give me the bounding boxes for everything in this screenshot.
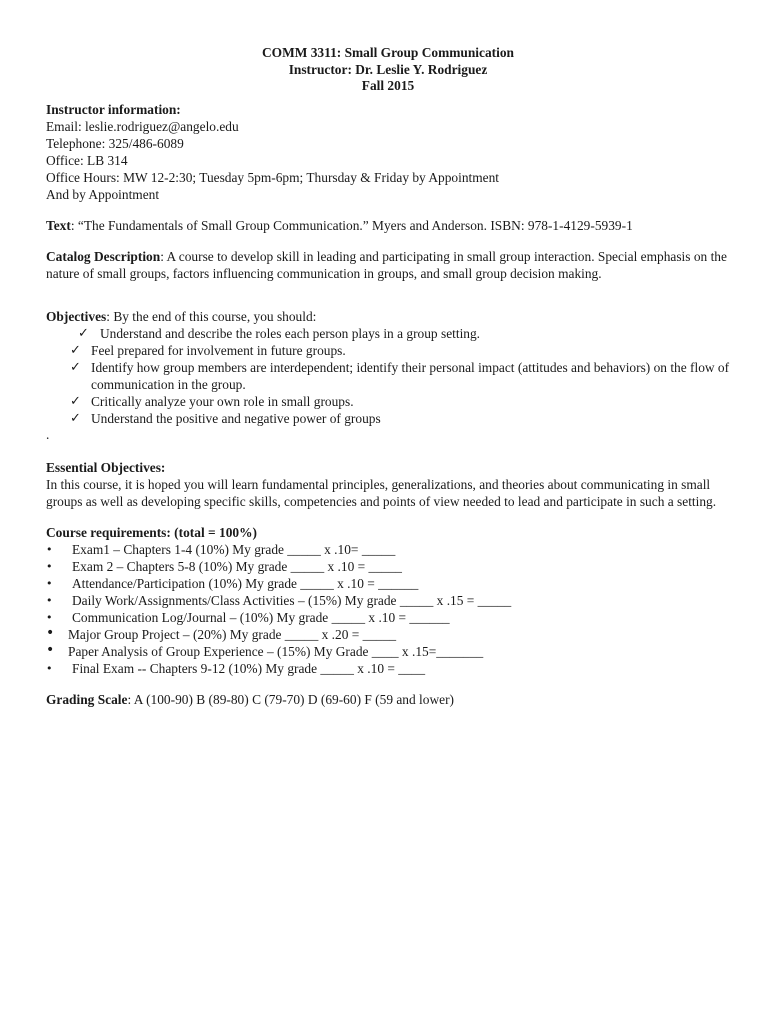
- checkmark-icon: ✓: [70, 359, 81, 375]
- checkmark-icon: ✓: [70, 342, 81, 358]
- bullet-icon: •: [46, 542, 53, 556]
- instructor-email: Email: leslie.rodriguez@angelo.edu: [46, 118, 239, 134]
- requirement-text: Communication Log/Journal – (10%) My grade _____ x .10 = ______: [72, 609, 450, 625]
- requirement-item: [46, 575, 730, 592]
- requirement-item: [46, 609, 730, 626]
- objectives-intro: : By the end of this course, you should:: [106, 308, 317, 324]
- bullet-icon: •: [46, 610, 53, 624]
- essential-objectives-title: Essential Objectives:: [46, 459, 166, 475]
- requirement-text: Daily Work/Assignments/Class Activities – (15%) My grade _____ x .15 = _____: [72, 592, 512, 608]
- text-section: [46, 217, 730, 234]
- bullet-icon: •: [46, 661, 53, 675]
- grading-scale-label: Grading Scale: [46, 691, 128, 707]
- requirement-text: Major Group Project – (20%) My grade _____ x .20 = _____: [68, 626, 397, 642]
- essential-objectives-section: [46, 459, 730, 510]
- text-label: Text: [46, 217, 71, 233]
- syllabus-page: [46, 45, 730, 708]
- stray-period: .: [46, 426, 50, 442]
- course-requirements-section: [46, 524, 730, 677]
- course-title: COMM 3311: Small Group Communication: [262, 45, 514, 60]
- checkmark-icon: ✓: [78, 325, 89, 341]
- course-requirements-title: Course requirements: (total = 100%): [46, 524, 257, 540]
- instructor-office: Office: LB 314: [46, 152, 128, 168]
- requirement-item: [46, 592, 730, 609]
- instructor-telephone: Telephone: 325/486-6089: [46, 135, 184, 151]
- requirement-text: Exam 2 – Chapters 5-8 (10%) My grade _____ x .10 = _____: [72, 558, 402, 574]
- objective-text: Feel prepared for involvement in future groups.: [91, 342, 346, 358]
- objective-text: Critically analyze your own role in small groups.: [91, 393, 354, 409]
- bullet-icon: •: [46, 624, 55, 641]
- instructor-name: Instructor: Dr. Leslie Y. Rodriguez: [288, 61, 488, 77]
- catalog-value: : A course to develop skill in leading and participating in small group interaction. Special emphasis on the nature of small groups, factors influencing communication in groups, and small group decision making.: [46, 248, 727, 281]
- bullet-icon: •: [46, 576, 53, 590]
- essential-objectives-body: In this course, it is hoped you will learn fundamental principles, generalizations, and theories about communicating in small groups as well as developing specific skills, competencies and points of view needed to lead and participate in such a setting.: [46, 476, 717, 509]
- objective-item: [46, 342, 730, 359]
- grading-scale-value: : A (100-90) B (89-80) C (79-70) D (69-60) F (59 and lower): [127, 691, 454, 707]
- document-header: [46, 45, 730, 95]
- objectives-intro-line: [46, 308, 730, 325]
- instructor-appointment: And by Appointment: [46, 186, 160, 202]
- objective-text: Understand the positive and negative power of groups: [91, 410, 381, 426]
- instructor-office-hours: Office Hours: MW 12-2:30; Tuesday 5pm-6pm; Thursday & Friday by Appointment: [46, 169, 500, 185]
- grading-scale-section: [46, 691, 730, 708]
- checkmark-icon: ✓: [70, 393, 81, 409]
- requirement-item: [46, 626, 730, 643]
- term: Fall 2015: [361, 78, 415, 93]
- objectives-section: [46, 308, 730, 441]
- objective-item: [46, 393, 730, 410]
- objective-item: [46, 359, 730, 393]
- catalog-label: Catalog Description: [46, 248, 161, 264]
- checkmark-icon: ✓: [70, 410, 81, 426]
- requirement-item: [46, 660, 730, 677]
- objectives-label: Objectives: [46, 308, 107, 324]
- catalog-section: [46, 248, 730, 282]
- requirement-item: [46, 558, 730, 575]
- requirement-item: [46, 643, 730, 660]
- requirement-text: Paper Analysis of Group Experience – (15%) My Grade ____ x .15=_______: [68, 643, 484, 659]
- objectives-list: [46, 325, 730, 427]
- requirement-text: Attendance/Participation (10%) My grade _____ x .10 = ______: [72, 575, 419, 591]
- bullet-icon: •: [46, 559, 53, 573]
- instructor-info-section: [46, 101, 730, 203]
- requirement-item: [46, 541, 730, 558]
- requirements-list: [46, 541, 730, 677]
- text-value: : “The Fundamentals of Small Group Communication.” Myers and Anderson. ISBN: 978-1-4129-5939-1: [70, 217, 633, 233]
- requirement-text: Exam1 – Chapters 1-4 (10%) My grade _____ x .10= _____: [72, 541, 396, 557]
- objective-text: Identify how group members are interdependent; identify their personal impact (attitudes and behaviors) on the flow of communication in the group.: [91, 359, 730, 392]
- objective-item: [46, 410, 730, 427]
- bullet-icon: •: [46, 641, 55, 658]
- requirement-text: Final Exam -- Chapters 9-12 (10%) My grade _____ x .10 = ____: [72, 660, 426, 676]
- objective-item: [46, 325, 730, 342]
- objective-text: Understand and describe the roles each person plays in a group setting.: [100, 325, 481, 341]
- instructor-info-title: Instructor information:: [46, 101, 181, 117]
- bullet-icon: •: [46, 593, 53, 607]
